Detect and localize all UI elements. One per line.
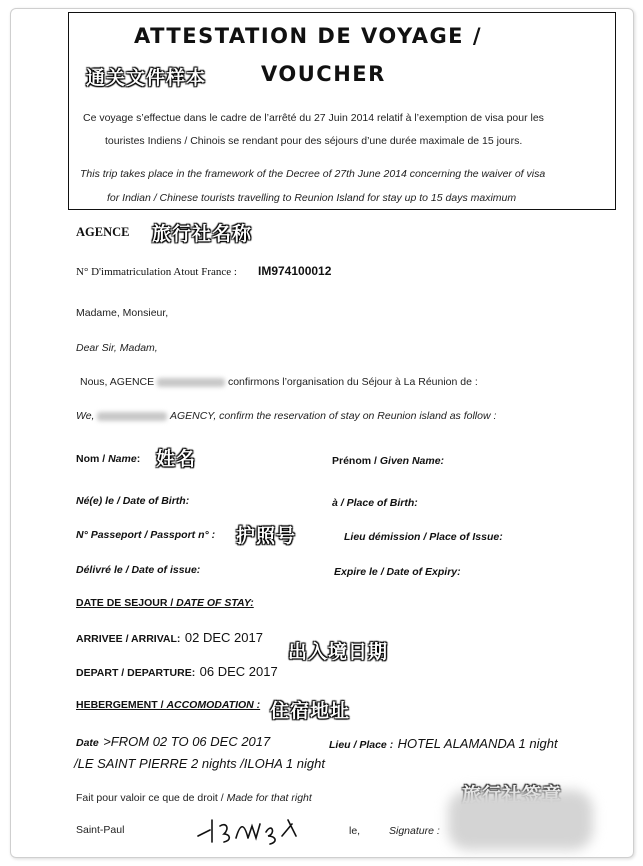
signature-label: Signature : (389, 825, 440, 837)
travel-dates-overlay: 出入境日期 (288, 641, 389, 663)
passport-overlay: 护照号 (236, 525, 297, 547)
agency-label: AGENCE (76, 225, 130, 239)
date-le-label: le, (349, 825, 361, 837)
date-of-birth-label: Né(e) le / Date of Birth: (76, 495, 190, 507)
agency-name-overlay: 旅行社名称 (152, 223, 253, 245)
greeting-french: Madame, Monsieur, (76, 307, 169, 319)
registration-label: N° D'immatriculation Atout France : (76, 266, 237, 278)
accommodation-line-2: /LE SAINT PIERRE 2 nights /ILOHA 1 night (74, 756, 325, 771)
accommodation-place-label: Lieu / Place : (329, 739, 394, 751)
accommodation-place-row (329, 735, 558, 753)
city-label: Saint-Paul (76, 824, 125, 836)
stay-dates-heading: DATE DE SEJOUR / DATE OF STAY: (76, 597, 254, 609)
confirmation-english-end: AGENCY, confirm the reservation of stay on Reunion island as follow : (169, 410, 497, 422)
accommodation-date-row (76, 733, 270, 751)
header-french-line-1: Ce voyage s’effectue dans le cadre de l’arrêté du 27 Juin 2014 relatif à l’exemption de visa pour les (83, 112, 544, 124)
place-of-birth-label: à / Place of Birth: (332, 497, 418, 509)
passport-label: N° Passeport / Passport n° : (76, 529, 216, 541)
confirmation-english-start: We, (76, 410, 95, 422)
departure-row (76, 663, 278, 681)
accommodation-date-label: Date (76, 737, 99, 749)
arrival-row (76, 629, 263, 647)
header-french-line-2: touristes Indiens / Chinois se rendant pour des séjours d’une durée maximale de 15 jours. (105, 135, 523, 147)
header-english-line-1: This trip takes place in the framework of the Decree of 27th June 2014 concerning the waiver of visa (80, 168, 546, 180)
departure-label: DEPART / DEPARTURE: (76, 667, 196, 679)
name-overlay: 姓名 (156, 448, 197, 470)
place-of-issue-label: Lieu démission / Place of Issue: (344, 531, 503, 543)
confirmation-french (80, 376, 478, 388)
registration-number: IM974100012 (258, 264, 332, 278)
arrival-label: ARRIVEE / ARRIVAL: (76, 633, 181, 645)
redacted-agency-name-en (97, 412, 167, 421)
greeting-english: Dear Sir, Madam, (76, 342, 158, 354)
given-name-label: Prénom / Given Name: (332, 455, 445, 467)
handwritten-date-signature (196, 812, 300, 846)
arrival-date: 02 DEC 2017 (184, 630, 263, 645)
name-label: Nom / Name: (76, 453, 141, 465)
confirmation-french-start: Nous, AGENCE (80, 376, 155, 388)
sample-overlay-label: 通关文件样本 (86, 67, 207, 89)
departure-date: 06 DEC 2017 (199, 664, 278, 679)
accommodation-place-value: HOTEL ALAMANDA 1 night (397, 736, 558, 751)
fait-pour-valoir: Fait pour valoir ce que de droit / Made for that right (76, 792, 312, 804)
redacted-agency-name (157, 378, 225, 387)
address-overlay: 住宿地址 (270, 700, 351, 722)
confirmation-english (76, 410, 496, 422)
document-title: ATTESTATION DE VOYAGE / (134, 24, 483, 48)
header-english-line-2: for Indian / Chinese tourists travelling to Reunion Island for stay up to 15 days maximum (107, 192, 517, 204)
confirmation-french-end: confirmons l’organisation du Séjour à La Réunion de : (227, 376, 478, 388)
date-of-issue-label: Délivré le / Date of issue: (76, 564, 201, 576)
document-subtitle: VOUCHER (261, 62, 386, 86)
blurred-agency-stamp (448, 790, 593, 850)
accommodation-heading: HEBERGEMENT / ACCOMODATION : (76, 699, 261, 711)
date-of-expiry-label: Expire le / Date of Expiry: (334, 566, 461, 578)
accommodation-date-value: >FROM 02 TO 06 DEC 2017 (103, 734, 271, 749)
